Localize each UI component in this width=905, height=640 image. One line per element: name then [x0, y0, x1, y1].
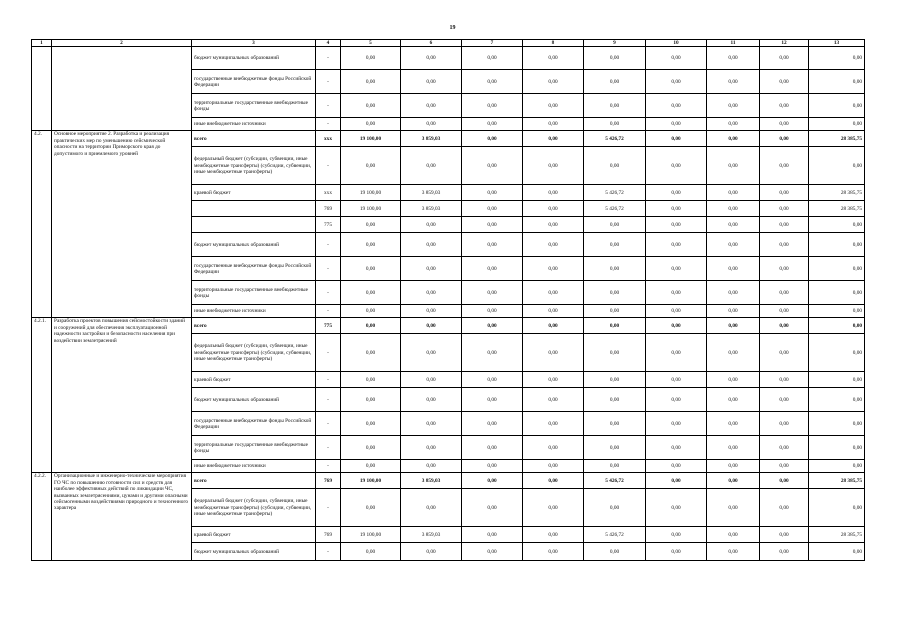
- amount-cell: 0,00: [707, 70, 760, 94]
- column-header: 10: [646, 40, 707, 47]
- budget-code: -: [316, 372, 341, 388]
- amount-cell: 0,00: [462, 388, 523, 412]
- amount-cell: 0,00: [523, 489, 584, 527]
- amount-cell: 0,00: [523, 217, 584, 233]
- amount-cell: 0,00: [646, 147, 707, 185]
- amount-cell: 0,00: [341, 281, 401, 305]
- funding-source: федеральный бюджет (субсидии, субвенции, иные межбюджетные трансферты) (субсидии, субвенции, иные межбюджетные трансферты): [192, 147, 316, 185]
- funding-source: иные внебюджетные источники: [192, 118, 316, 131]
- amount-cell: 0,00: [646, 527, 707, 543]
- amount-cell: 0,00: [523, 473, 584, 489]
- amount-cell: 0,00: [646, 131, 707, 147]
- amount-cell: 0,00: [707, 460, 760, 473]
- amount-cell: 0,00: [760, 217, 809, 233]
- funding-source: бюджет муниципальных образований: [192, 543, 316, 561]
- table-body: [32, 40, 865, 561]
- column-header: 2: [52, 40, 192, 47]
- amount-cell: 0,00: [584, 388, 646, 412]
- amount-cell: 0,00: [462, 201, 523, 217]
- amount-cell: 5 426,72: [584, 131, 646, 147]
- amount-cell: 0,00: [341, 94, 401, 118]
- measure-name: Организационные и инженерно-технические мероприятия ГО ЧС по повышению готовности сил и средств для наиболее эффективных действий по ликвидации ЧС, вызванных землетрясениями, цунами и другими опасными сейсмогенными воздействиями природного и техногенного характера: [52, 473, 192, 561]
- amount-cell: 3 859,03: [401, 185, 462, 201]
- amount-cell: 0,00: [707, 94, 760, 118]
- amount-cell: 0,00: [809, 70, 865, 94]
- amount-cell: 0,00: [809, 489, 865, 527]
- amount-cell: 0,00: [462, 372, 523, 388]
- row-number: 4.2.: [32, 131, 52, 318]
- amount-cell: 0,00: [584, 436, 646, 460]
- amount-cell: 0,00: [523, 131, 584, 147]
- amount-cell: 0,00: [523, 70, 584, 94]
- amount-cell: 0,00: [401, 233, 462, 257]
- amount-cell: 0,00: [760, 201, 809, 217]
- amount-cell: 0,00: [809, 118, 865, 131]
- budget-code: -: [316, 334, 341, 372]
- amount-cell: 0,00: [646, 334, 707, 372]
- amount-cell: 0,00: [584, 372, 646, 388]
- amount-cell: 0,00: [523, 334, 584, 372]
- column-header: 8: [523, 40, 584, 47]
- column-header: 13: [809, 40, 865, 47]
- amount-cell: 0,00: [646, 70, 707, 94]
- amount-cell: 0,00: [760, 94, 809, 118]
- amount-cell: 0,00: [760, 281, 809, 305]
- amount-cell: 19 100,00: [341, 527, 401, 543]
- funding-source: федеральный бюджет (субсидии, субвенции, иные межбюджетные трансферты) (субсидии, субвенции, иные межбюджетные трансферты): [192, 489, 316, 527]
- amount-cell: 0,00: [707, 233, 760, 257]
- amount-cell: 0,00: [341, 412, 401, 436]
- amount-cell: 0,00: [760, 131, 809, 147]
- amount-cell: 0,00: [646, 412, 707, 436]
- amount-cell: 28 385,75: [809, 527, 865, 543]
- amount-cell: 0,00: [401, 460, 462, 473]
- amount-cell: 0,00: [401, 388, 462, 412]
- amount-cell: 0,00: [760, 412, 809, 436]
- amount-cell: 0,00: [707, 217, 760, 233]
- budget-code: -: [316, 257, 341, 281]
- measure-name: [52, 47, 192, 131]
- amount-cell: 5 426,72: [584, 185, 646, 201]
- amount-cell: 0,00: [760, 436, 809, 460]
- amount-cell: 0,00: [462, 118, 523, 131]
- amount-cell: 0,00: [707, 334, 760, 372]
- amount-cell: 0,00: [401, 257, 462, 281]
- amount-cell: 0,00: [809, 318, 865, 334]
- amount-cell: 0,00: [462, 318, 523, 334]
- funding-source: государственные внебюджетные фонды Российской Федерации: [192, 412, 316, 436]
- amount-cell: 0,00: [462, 47, 523, 70]
- amount-cell: 0,00: [646, 257, 707, 281]
- amount-cell: 3 859,03: [401, 131, 462, 147]
- amount-cell: 0,00: [341, 489, 401, 527]
- amount-cell: 0,00: [401, 412, 462, 436]
- budget-code: -: [316, 460, 341, 473]
- amount-cell: 0,00: [646, 94, 707, 118]
- amount-cell: 0,00: [646, 281, 707, 305]
- amount-cell: 3 859,03: [401, 201, 462, 217]
- amount-cell: 0,00: [341, 217, 401, 233]
- amount-cell: 0,00: [523, 201, 584, 217]
- amount-cell: 3 859,03: [401, 473, 462, 489]
- amount-cell: 0,00: [809, 217, 865, 233]
- amount-cell: 0,00: [646, 460, 707, 473]
- amount-cell: 0,00: [401, 334, 462, 372]
- funding-source: [192, 201, 316, 217]
- budget-code: 769: [316, 527, 341, 543]
- amount-cell: 0,00: [584, 412, 646, 436]
- amount-cell: 5 426,72: [584, 201, 646, 217]
- amount-cell: 0,00: [584, 489, 646, 527]
- amount-cell: 0,00: [401, 217, 462, 233]
- amount-cell: 0,00: [341, 70, 401, 94]
- column-header: 12: [760, 40, 809, 47]
- amount-cell: 0,00: [584, 233, 646, 257]
- row-number: 4.2.1.: [32, 318, 52, 473]
- amount-cell: 0,00: [760, 543, 809, 561]
- amount-cell: 0,00: [646, 47, 707, 70]
- budget-code: -: [316, 436, 341, 460]
- amount-cell: 0,00: [523, 460, 584, 473]
- budget-code: -: [316, 412, 341, 436]
- amount-cell: 0,00: [809, 334, 865, 372]
- amount-cell: 0,00: [523, 257, 584, 281]
- amount-cell: 0,00: [809, 147, 865, 185]
- budget-code: -: [316, 147, 341, 185]
- amount-cell: 0,00: [523, 233, 584, 257]
- amount-cell: 0,00: [523, 185, 584, 201]
- amount-cell: 0,00: [760, 527, 809, 543]
- amount-cell: 0,00: [707, 185, 760, 201]
- amount-cell: 0,00: [462, 436, 523, 460]
- amount-cell: 0,00: [584, 460, 646, 473]
- amount-cell: 0,00: [462, 185, 523, 201]
- budget-code: -: [316, 70, 341, 94]
- amount-cell: 0,00: [401, 305, 462, 318]
- amount-cell: 0,00: [809, 460, 865, 473]
- amount-cell: 0,00: [760, 460, 809, 473]
- amount-cell: 0,00: [584, 147, 646, 185]
- row-number: [32, 47, 52, 131]
- amount-cell: 0,00: [646, 543, 707, 561]
- table-row: [32, 473, 865, 489]
- amount-cell: 0,00: [646, 185, 707, 201]
- funding-source: бюджет муниципальных образований: [192, 233, 316, 257]
- amount-cell: 28 385,75: [809, 185, 865, 201]
- amount-cell: 0,00: [584, 543, 646, 561]
- amount-cell: 0,00: [401, 70, 462, 94]
- amount-cell: 0,00: [760, 489, 809, 527]
- budget-code: -: [316, 281, 341, 305]
- amount-cell: 0,00: [401, 489, 462, 527]
- amount-cell: 0,00: [341, 334, 401, 372]
- amount-cell: 0,00: [401, 543, 462, 561]
- amount-cell: 0,00: [584, 305, 646, 318]
- amount-cell: 0,00: [646, 436, 707, 460]
- amount-cell: 0,00: [760, 70, 809, 94]
- amount-cell: 0,00: [462, 305, 523, 318]
- amount-cell: 0,00: [760, 372, 809, 388]
- budget-code: 769: [316, 473, 341, 489]
- amount-cell: 0,00: [707, 412, 760, 436]
- amount-cell: 0,00: [462, 460, 523, 473]
- budget-code: 775: [316, 217, 341, 233]
- amount-cell: 19 100,00: [341, 131, 401, 147]
- amount-cell: 0,00: [646, 489, 707, 527]
- amount-cell: 0,00: [462, 489, 523, 527]
- amount-cell: 0,00: [401, 281, 462, 305]
- amount-cell: 0,00: [584, 47, 646, 70]
- amount-cell: 0,00: [760, 118, 809, 131]
- amount-cell: 0,00: [523, 305, 584, 318]
- funding-source: иные внебюджетные источники: [192, 305, 316, 318]
- amount-cell: 0,00: [584, 318, 646, 334]
- amount-cell: 0,00: [462, 217, 523, 233]
- funding-source: бюджет муниципальных образований: [192, 47, 316, 70]
- table-row: [32, 131, 865, 147]
- budget-code: 775: [316, 318, 341, 334]
- amount-cell: 0,00: [707, 118, 760, 131]
- amount-cell: 0,00: [809, 257, 865, 281]
- amount-cell: 28 385,75: [809, 131, 865, 147]
- amount-cell: 0,00: [584, 334, 646, 372]
- amount-cell: 0,00: [646, 318, 707, 334]
- amount-cell: 5 426,72: [584, 473, 646, 489]
- amount-cell: 0,00: [523, 281, 584, 305]
- amount-cell: 0,00: [646, 217, 707, 233]
- amount-cell: 0,00: [760, 233, 809, 257]
- amount-cell: 0,00: [707, 436, 760, 460]
- amount-cell: 0,00: [462, 257, 523, 281]
- amount-cell: 0,00: [401, 94, 462, 118]
- amount-cell: 0,00: [809, 281, 865, 305]
- amount-cell: 19 100,00: [341, 473, 401, 489]
- amount-cell: 0,00: [707, 318, 760, 334]
- amount-cell: 0,00: [584, 281, 646, 305]
- amount-cell: 0,00: [341, 118, 401, 131]
- funding-source: бюджет муниципальных образований: [192, 388, 316, 412]
- amount-cell: 0,00: [462, 412, 523, 436]
- amount-cell: 0,00: [341, 47, 401, 70]
- measure-name: Разработка проектов повышения сейсмостойкости зданий и сооружений для обеспечения эксплуатационной надежности застройки и безопасности населения при воздействии землетрясений: [52, 318, 192, 473]
- amount-cell: 0,00: [462, 527, 523, 543]
- column-header: 3: [192, 40, 316, 47]
- row-number: 4.2.2.: [32, 473, 52, 561]
- amount-cell: 0,00: [584, 257, 646, 281]
- column-header-row: [32, 40, 865, 47]
- amount-cell: 0,00: [646, 233, 707, 257]
- funding-source: краевой бюджет: [192, 372, 316, 388]
- amount-cell: 0,00: [341, 372, 401, 388]
- funding-source: территориальные государственные внебюджетные фонды: [192, 281, 316, 305]
- amount-cell: 0,00: [760, 473, 809, 489]
- amount-cell: 0,00: [707, 281, 760, 305]
- amount-cell: 0,00: [707, 527, 760, 543]
- amount-cell: 0,00: [760, 257, 809, 281]
- amount-cell: 0,00: [523, 388, 584, 412]
- budget-code: ххх: [316, 131, 341, 147]
- amount-cell: 0,00: [646, 372, 707, 388]
- column-header: 1: [32, 40, 52, 47]
- amount-cell: 0,00: [760, 318, 809, 334]
- page-number: 19: [449, 25, 456, 31]
- amount-cell: 0,00: [760, 185, 809, 201]
- amount-cell: 0,00: [462, 473, 523, 489]
- amount-cell: 0,00: [707, 201, 760, 217]
- amount-cell: 0,00: [523, 372, 584, 388]
- budget-code: -: [316, 388, 341, 412]
- amount-cell: 0,00: [809, 412, 865, 436]
- amount-cell: 0,00: [341, 233, 401, 257]
- funding-source: иные внебюджетные источники: [192, 460, 316, 473]
- amount-cell: 0,00: [707, 473, 760, 489]
- column-header: 5: [341, 40, 401, 47]
- funding-source: территориальные государственные внебюджетные фонды: [192, 436, 316, 460]
- amount-cell: 19 100,00: [341, 185, 401, 201]
- amount-cell: 0,00: [760, 305, 809, 318]
- amount-cell: 0,00: [707, 257, 760, 281]
- funding-source: государственные внебюджетные фонды Российской Федерации: [192, 70, 316, 94]
- amount-cell: 0,00: [523, 543, 584, 561]
- amount-cell: 0,00: [760, 47, 809, 70]
- amount-cell: 28 385,75: [809, 473, 865, 489]
- amount-cell: 0,00: [760, 388, 809, 412]
- amount-cell: 0,00: [462, 131, 523, 147]
- table-row: [32, 318, 865, 334]
- amount-cell: 0,00: [462, 147, 523, 185]
- amount-cell: 0,00: [462, 281, 523, 305]
- budget-code: -: [316, 94, 341, 118]
- funding-source: государственные внебюджетные фонды Российской Федерации: [192, 257, 316, 281]
- amount-cell: 0,00: [401, 118, 462, 131]
- amount-cell: 0,00: [462, 94, 523, 118]
- funding-source: всего: [192, 318, 316, 334]
- funding-source: территориальные государственные внебюджетные фонды: [192, 94, 316, 118]
- amount-cell: 3 859,03: [401, 527, 462, 543]
- amount-cell: 0,00: [707, 131, 760, 147]
- amount-cell: 0,00: [341, 257, 401, 281]
- amount-cell: 0,00: [646, 305, 707, 318]
- amount-cell: 0,00: [707, 489, 760, 527]
- amount-cell: 0,00: [523, 47, 584, 70]
- column-header: 7: [462, 40, 523, 47]
- amount-cell: 0,00: [523, 527, 584, 543]
- funding-source: всего: [192, 131, 316, 147]
- funding-source: [192, 217, 316, 233]
- amount-cell: 0,00: [462, 233, 523, 257]
- amount-cell: 0,00: [584, 217, 646, 233]
- amount-cell: 0,00: [523, 94, 584, 118]
- amount-cell: 0,00: [809, 94, 865, 118]
- amount-cell: 28 385,75: [809, 201, 865, 217]
- amount-cell: 0,00: [401, 318, 462, 334]
- amount-cell: 0,00: [809, 543, 865, 561]
- amount-cell: 0,00: [646, 473, 707, 489]
- amount-cell: 0,00: [341, 543, 401, 561]
- column-header: 11: [707, 40, 760, 47]
- amount-cell: 0,00: [462, 543, 523, 561]
- budget-code: -: [316, 489, 341, 527]
- amount-cell: 0,00: [523, 436, 584, 460]
- amount-cell: 0,00: [707, 305, 760, 318]
- amount-cell: 0,00: [809, 372, 865, 388]
- budget-table: [31, 39, 865, 561]
- amount-cell: 0,00: [760, 334, 809, 372]
- table-row: [32, 47, 865, 70]
- amount-cell: 0,00: [809, 388, 865, 412]
- amount-cell: 0,00: [809, 436, 865, 460]
- amount-cell: 19 100,00: [341, 201, 401, 217]
- amount-cell: 0,00: [341, 460, 401, 473]
- amount-cell: 0,00: [707, 543, 760, 561]
- amount-cell: 5 426,72: [584, 527, 646, 543]
- amount-cell: 0,00: [341, 436, 401, 460]
- amount-cell: 0,00: [341, 305, 401, 318]
- amount-cell: 0,00: [760, 147, 809, 185]
- amount-cell: 0,00: [523, 412, 584, 436]
- amount-cell: 0,00: [401, 147, 462, 185]
- budget-code: -: [316, 543, 341, 561]
- column-header: 6: [401, 40, 462, 47]
- amount-cell: 0,00: [341, 147, 401, 185]
- budget-code: -: [316, 233, 341, 257]
- amount-cell: 0,00: [462, 70, 523, 94]
- amount-cell: 0,00: [523, 318, 584, 334]
- amount-cell: 0,00: [523, 118, 584, 131]
- amount-cell: 0,00: [584, 70, 646, 94]
- amount-cell: 0,00: [809, 305, 865, 318]
- amount-cell: 0,00: [646, 118, 707, 131]
- amount-cell: 0,00: [523, 147, 584, 185]
- amount-cell: 0,00: [809, 47, 865, 70]
- budget-code: -: [316, 305, 341, 318]
- budget-code: 769: [316, 201, 341, 217]
- amount-cell: 0,00: [401, 436, 462, 460]
- amount-cell: 0,00: [401, 47, 462, 70]
- amount-cell: 0,00: [646, 201, 707, 217]
- column-header: 4: [316, 40, 341, 47]
- budget-code: -: [316, 47, 341, 70]
- amount-cell: 0,00: [707, 388, 760, 412]
- amount-cell: 0,00: [462, 334, 523, 372]
- amount-cell: 0,00: [584, 118, 646, 131]
- amount-cell: 0,00: [341, 318, 401, 334]
- amount-cell: 0,00: [707, 372, 760, 388]
- funding-source: краевой бюджет: [192, 185, 316, 201]
- amount-cell: 0,00: [707, 47, 760, 70]
- amount-cell: 0,00: [341, 388, 401, 412]
- column-header: 9: [584, 40, 646, 47]
- budget-code: -: [316, 118, 341, 131]
- amount-cell: 0,00: [707, 147, 760, 185]
- budget-code: ххх: [316, 185, 341, 201]
- amount-cell: 0,00: [584, 94, 646, 118]
- funding-source: всего: [192, 473, 316, 489]
- funding-source: федеральный бюджет (субсидии, субвенции, иные межбюджетные трансферты) (субсидии, субвенции, иные межбюджетные трансферты): [192, 334, 316, 372]
- amount-cell: 0,00: [646, 388, 707, 412]
- amount-cell: 0,00: [401, 372, 462, 388]
- amount-cell: 0,00: [809, 233, 865, 257]
- funding-source: краевой бюджет: [192, 527, 316, 543]
- measure-name: Основное мероприятие 2. Разработка и реализация практических мер по уменьшению сейсмической опасности на территории Приморского края до допустимого и приемлемого уровней: [52, 131, 192, 318]
